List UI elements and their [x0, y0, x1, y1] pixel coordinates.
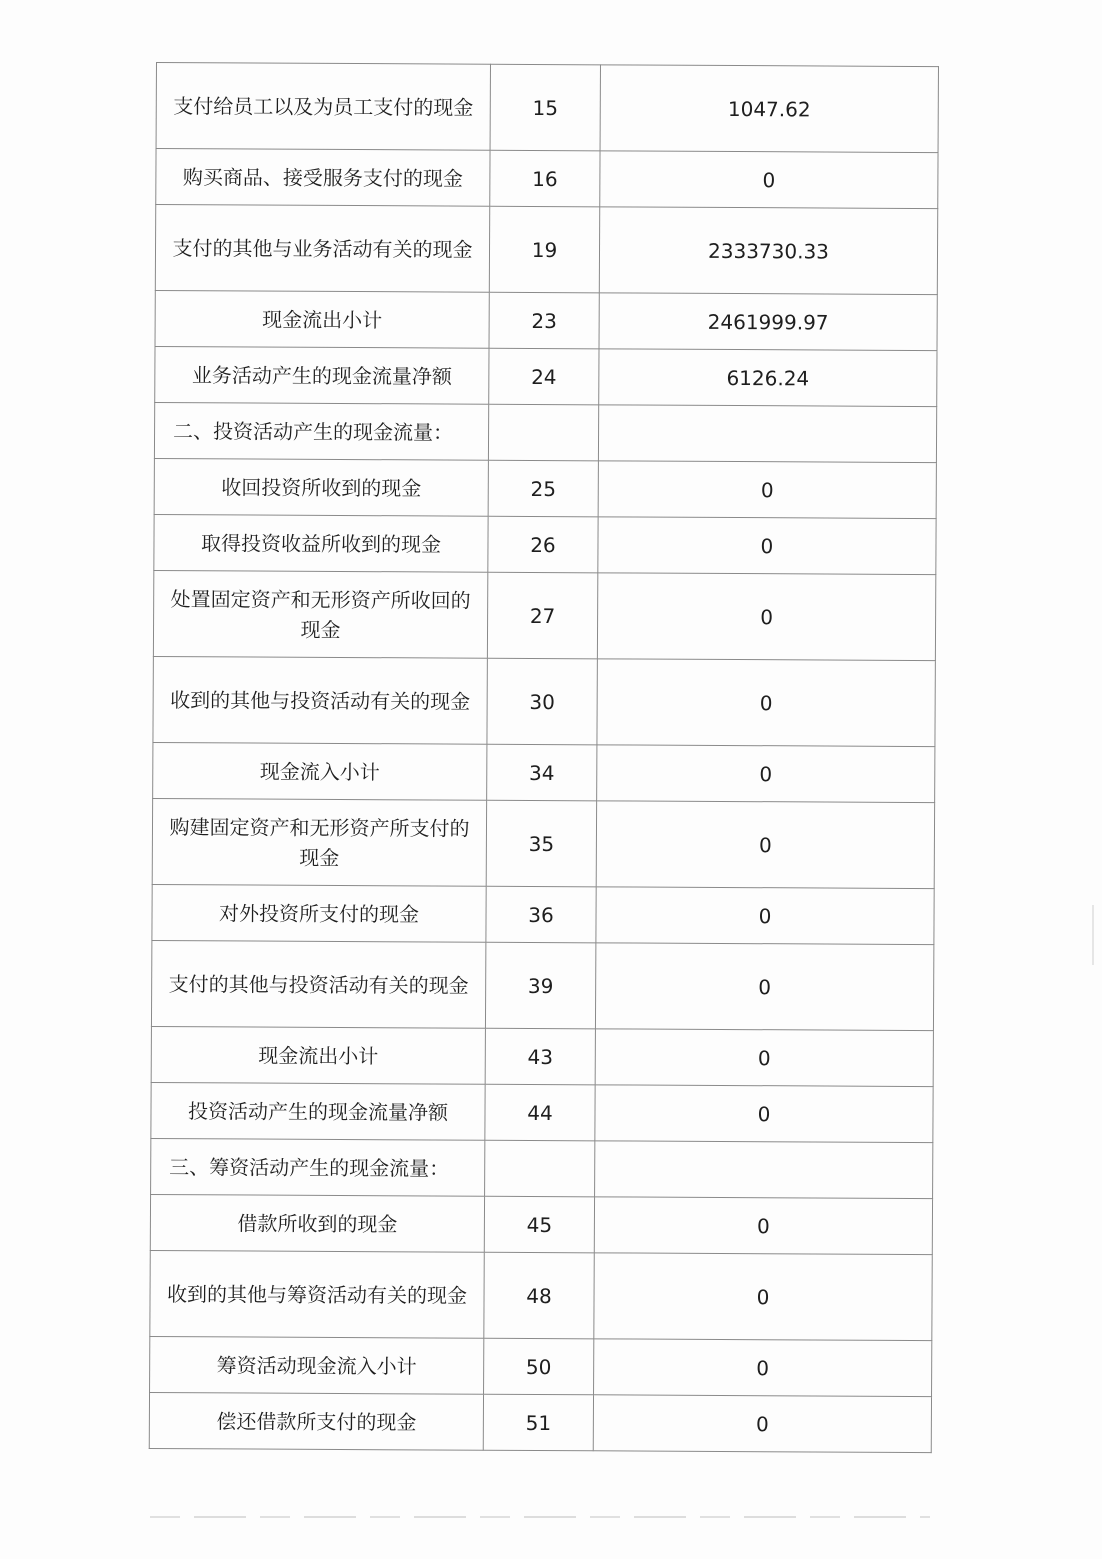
line-number-cell: 27	[487, 572, 597, 659]
table-row	[152, 884, 934, 944]
line-number-cell: 51	[483, 1394, 593, 1451]
line-number-cell: 50	[484, 1338, 594, 1395]
amount-cell: 0	[596, 887, 934, 945]
amount-cell: 2461999.97	[599, 293, 937, 351]
amount-cell: 0	[595, 1085, 933, 1143]
item-name-cell: 现金流入小计	[153, 742, 487, 800]
section-header-row	[151, 1138, 933, 1198]
amount-cell: 0	[594, 1339, 932, 1397]
cash-flow-table	[149, 62, 939, 1453]
line-number-cell: 25	[488, 460, 598, 517]
amount-cell: 0	[600, 151, 938, 209]
table-row	[155, 346, 937, 406]
amount-cell: 0	[597, 745, 935, 803]
item-name-cell: 现金流出小计	[151, 1026, 485, 1084]
item-name-cell: 投资活动产生的现金流量净额	[151, 1082, 485, 1140]
amount-cell: 0	[595, 943, 933, 1031]
table-row	[154, 514, 936, 574]
table-row	[151, 1082, 933, 1142]
table-row	[153, 656, 935, 746]
table-row	[156, 149, 938, 209]
line-number-cell: 24	[489, 348, 599, 405]
table-row	[151, 940, 933, 1030]
item-name-cell: 收到的其他与筹资活动有关的现金	[150, 1250, 484, 1338]
line-number-cell: 23	[489, 292, 599, 349]
amount-cell: 0	[597, 573, 935, 661]
section-header-row	[154, 402, 936, 462]
item-name-cell: 业务活动产生的现金流量净额	[155, 346, 489, 404]
amount-cell: 0	[594, 1197, 932, 1255]
item-name-cell: 偿还借款所支付的现金	[149, 1392, 483, 1450]
line-number-cell: 30	[487, 658, 597, 745]
item-name-cell: 购买商品、接受服务支付的现金	[156, 149, 490, 207]
item-name-cell: 借款所收到的现金	[150, 1194, 484, 1252]
amount-cell: 0	[596, 801, 934, 889]
table-row	[153, 742, 935, 802]
table-row	[155, 290, 937, 350]
amount-cell: 1047.62	[600, 65, 938, 153]
item-name-cell: 对外投资所支付的现金	[152, 884, 486, 942]
item-name-cell: 购建固定资产和无形资产所支付的现金	[152, 798, 486, 886]
table-row	[150, 1250, 932, 1340]
amount-cell: 0	[593, 1395, 931, 1453]
amount-cell: 0	[598, 461, 936, 519]
table-row	[155, 205, 937, 295]
table-row	[154, 458, 936, 518]
item-name-cell: 支付给员工以及为员工支付的现金	[156, 63, 490, 151]
line-number-cell: 15	[490, 64, 600, 151]
scan-artifact-line	[150, 1516, 930, 1518]
section-title: 二、投资活动产生的现金流量：	[154, 402, 488, 460]
amount-cell: 0	[595, 1029, 933, 1087]
item-name-cell: 支付的其他与投资活动有关的现金	[151, 940, 485, 1028]
amount-cell: 6126.24	[599, 349, 937, 407]
item-name-cell: 现金流出小计	[155, 290, 489, 348]
line-number-cell: 45	[484, 1196, 594, 1253]
table-row	[156, 63, 938, 153]
line-number-cell	[488, 404, 598, 461]
item-name-cell: 支付的其他与业务活动有关的现金	[155, 205, 489, 293]
item-name-cell: 处置固定资产和无形资产所收回的现金	[153, 570, 487, 658]
line-number-cell: 34	[487, 744, 597, 801]
table-row	[150, 1194, 932, 1254]
amount-cell: 0	[598, 517, 936, 575]
item-name-cell: 取得投资收益所收到的现金	[154, 514, 488, 572]
line-number-cell: 44	[485, 1084, 595, 1141]
line-number-cell: 43	[485, 1028, 595, 1085]
line-number-cell: 36	[486, 886, 596, 943]
cash-flow-table-wrapper	[149, 62, 938, 1498]
line-number-cell: 39	[485, 942, 595, 1029]
line-number-cell: 26	[488, 516, 598, 573]
item-name-cell: 收回投资所收到的现金	[154, 458, 488, 516]
table-row	[152, 798, 934, 888]
line-number-cell: 48	[484, 1252, 594, 1339]
line-number-cell	[485, 1140, 595, 1197]
item-name-cell: 筹资活动现金流入小计	[150, 1336, 484, 1394]
table-row	[153, 570, 935, 660]
table-row	[149, 1392, 931, 1452]
table-row	[150, 1336, 932, 1396]
amount-cell	[598, 405, 936, 463]
line-number-cell: 19	[489, 206, 599, 293]
amount-cell: 0	[594, 1253, 932, 1341]
amount-cell: 0	[597, 659, 935, 747]
item-name-cell: 收到的其他与投资活动有关的现金	[153, 656, 487, 744]
amount-cell	[595, 1141, 933, 1199]
amount-cell: 2333730.33	[599, 207, 937, 295]
section-title: 三、筹资活动产生的现金流量：	[151, 1138, 485, 1196]
scan-artifact-mark	[1092, 905, 1094, 965]
table-body	[149, 63, 938, 1453]
line-number-cell: 35	[486, 800, 596, 887]
line-number-cell: 16	[490, 150, 600, 207]
table-row	[151, 1026, 933, 1086]
